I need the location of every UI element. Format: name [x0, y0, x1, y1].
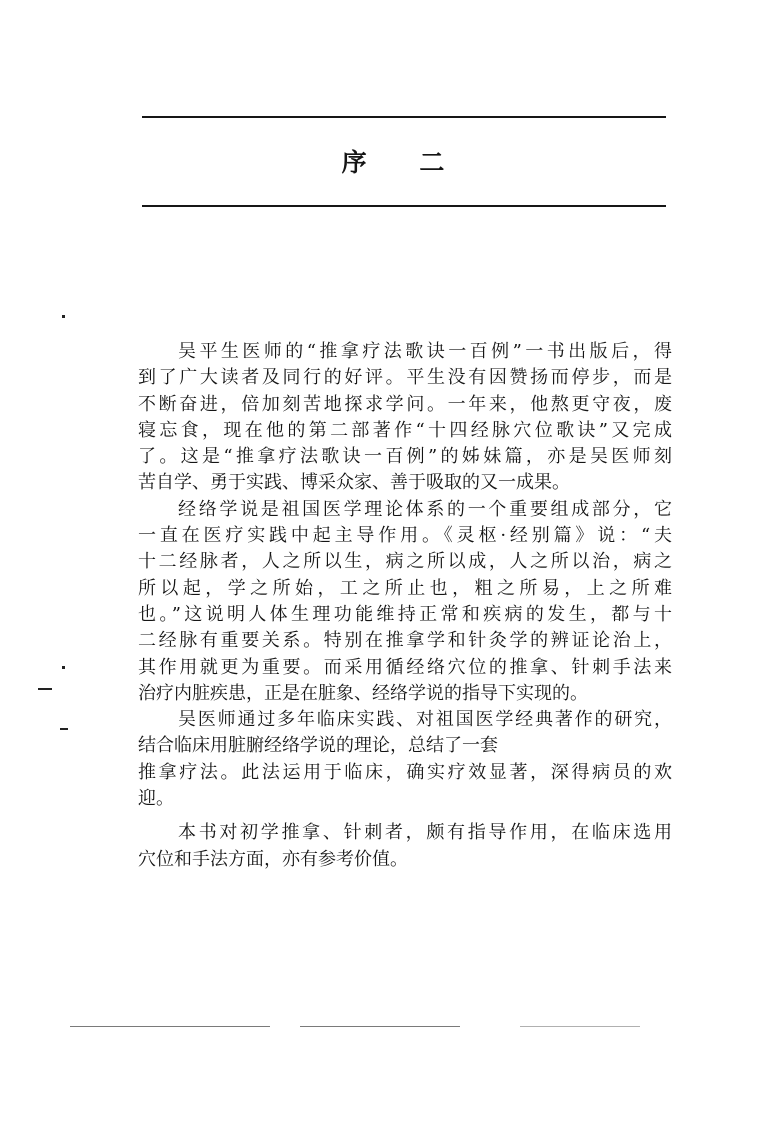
text-line: 也。”这说明人体生理功能维持正常和疾病的发生，都与十 [138, 603, 672, 625]
scan-speck [62, 666, 65, 669]
text-line: 本书对初学推拿、针刺者，颇有指导作用，在临床选用 [178, 822, 672, 844]
text-line: 苦自学、勇于实践、博采众家、善于吸取的又一成果。 [138, 472, 570, 494]
footer-dash [70, 1026, 270, 1027]
preface-body [138, 339, 672, 873]
text-line: 推拿疗法。此法运用于临床，确实疗效显著，深得病员的欢 [138, 761, 672, 783]
text-line: 结合临床用脏腑经络学说的理论，总结了一套 [138, 735, 498, 757]
text-line: 一直在医疗实践中起主导作用。《灵枢·经别篇》说：“夫 [138, 525, 672, 547]
text-line: 所以起，学之所始，工之所止也，粗之所易，上之所难 [138, 577, 672, 599]
text-line: 迎。 [138, 788, 174, 810]
header-bottom-rule [142, 205, 666, 207]
text-line: 到了广大读者及同行的好评。平生没有因赞扬而停步，而是 [138, 367, 672, 389]
scan-speck [62, 315, 65, 318]
text-line: 二经脉有重要关系。特别在推拿学和针灸学的辨证论治上， [138, 630, 672, 652]
text-line: 吴平生医师的“推拿疗法歌诀一百例”一书出版后，得 [178, 341, 672, 362]
text-line: 十二经脉者，人之所以生，病之所以成，人之所以治，病之 [138, 551, 672, 573]
header-top-rule [142, 116, 666, 118]
text-line: 了。这是“推拿疗法歌诀一百例”的姊妹篇，亦是吴医师刻 [138, 446, 672, 468]
page-title: 序 二 [341, 148, 467, 177]
footer-dash [520, 1026, 640, 1027]
text-line: 穴位和手法方面，亦有参考价值。 [138, 848, 408, 870]
text-line: 其作用就更为重要。而采用循经络穴位的推拿、针刺手法来 [138, 656, 672, 678]
text-line: 寝忘食，现在他的第二部著作“十四经脉穴位歌诀”又完成 [138, 419, 672, 441]
footer-dash [300, 1026, 460, 1027]
text-line: 治疗内脏疾患，正是在脏象、经络学说的指导下实现的。 [138, 682, 588, 704]
text-line: 吴医师通过多年临床实践、对祖国医学经典著作的研究， [178, 709, 672, 731]
scan-speck [60, 728, 68, 730]
text-line: 经络学说是祖国医学理论体系的一个重要组成部分，它 [178, 498, 672, 520]
text-line: 不断奋进，倍加刻苦地探求学问。一年来，他熬更守夜，废 [138, 393, 672, 415]
scan-speck [38, 688, 52, 690]
